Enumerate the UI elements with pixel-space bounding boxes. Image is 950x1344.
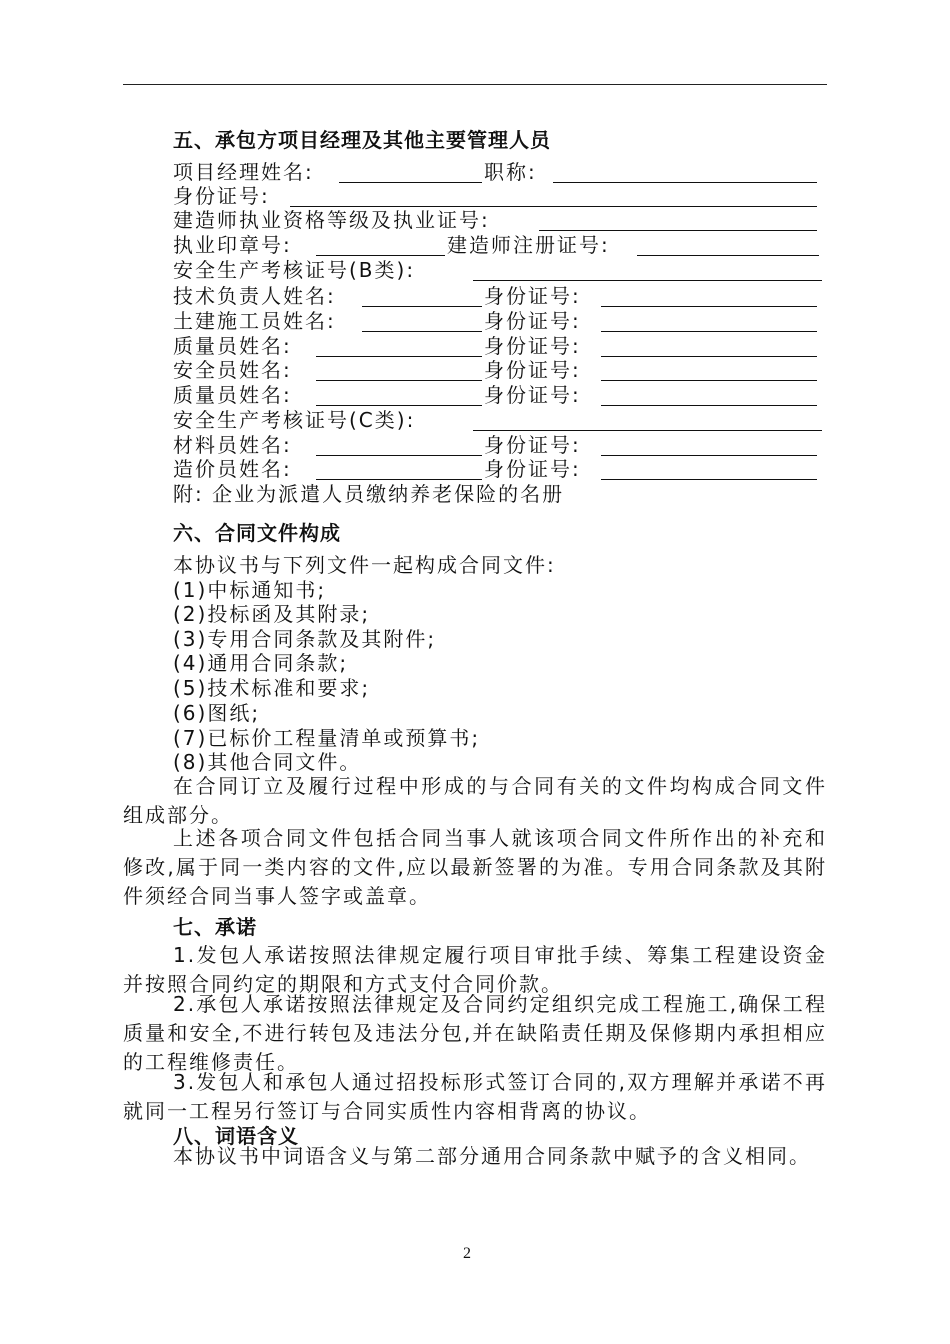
safety-c-line — [473, 430, 822, 431]
section6-item-6: (6)图纸; — [173, 701, 261, 725]
cost-id-label: 身份证号: — [484, 457, 581, 481]
quality1-id-label: 身份证号: — [484, 334, 581, 358]
attachment-note: 附: 企业为派遣人员缴纳养老保险的名册 — [173, 482, 565, 506]
material-label: 材料员姓名: — [173, 433, 292, 457]
section8-para-1: 本协议书中词语含义与第二部分通用合同条款中赋予的含义相同。 — [173, 1144, 811, 1168]
quality2-label: 质量员姓名: — [173, 383, 292, 407]
section6-item-2: (2)投标函及其附录; — [173, 602, 371, 626]
section7-para-3: 3.发包人和承包人通过招投标形式签订合同的,双方理解并承诺不再就同一工程另行签订与合同实质性内容相背离的协议。 — [123, 1070, 827, 1123]
quality2-id-label: 身份证号: — [484, 383, 581, 407]
cost-line — [316, 479, 482, 480]
material-id-line — [601, 455, 817, 456]
page-number: 2 — [463, 1245, 471, 1262]
builder-cert-line — [539, 230, 817, 231]
quality1-id-line — [601, 356, 817, 357]
header-rule — [123, 84, 827, 85]
cost-id-line — [601, 479, 817, 480]
quality2-line — [316, 405, 482, 406]
safety-officer-line — [316, 380, 482, 381]
section5-heading: 五、承包方项目经理及其他主要管理人员 — [173, 128, 551, 152]
tech-lead-line — [362, 306, 482, 307]
quality1-line — [316, 356, 482, 357]
quality2-id-line — [601, 405, 817, 406]
cost-label: 造价员姓名: — [173, 457, 292, 481]
section6-item-8: (8)其他合同文件。 — [173, 750, 362, 774]
material-id-label: 身份证号: — [484, 433, 581, 457]
pm-name-line — [339, 182, 482, 183]
section6-item-4: (4)通用合同条款; — [173, 651, 349, 675]
civil-id-line — [601, 331, 817, 332]
section6-heading: 六、合同文件构成 — [173, 521, 341, 545]
safety-b-label: 安全生产考核证号(B类): — [173, 258, 416, 282]
civil-line — [362, 331, 482, 332]
section6-item-3: (3)专用合同条款及其附件; — [173, 627, 437, 651]
safety-officer-id-line — [601, 380, 817, 381]
section7-para-2: 2.承包人承诺按照法律规定及合同约定组织完成工程施工,确保工程质量和安全,不进行转包及违法分包,并在缺陷责任期及保修期内承担相应的工程维修责任。 — [123, 992, 827, 1074]
id-no-label: 身份证号: — [173, 184, 270, 208]
section6-item-1: (1)中标通知书; — [173, 578, 327, 602]
civil-id-label: 身份证号: — [484, 309, 581, 333]
builder-cert-label: 建造师执业资格等级及执业证号: — [173, 208, 490, 232]
tech-lead-id-label: 身份证号: — [484, 284, 581, 308]
pm-name-label: 项目经理姓名: — [173, 160, 314, 184]
seal-no-line — [316, 255, 445, 256]
section6-intro: 本协议书与下列文件一起构成合同文件: — [173, 553, 556, 577]
safety-officer-label: 安全员姓名: — [173, 358, 292, 382]
tech-lead-id-line — [601, 306, 817, 307]
section6-para-1: 在合同订立及履行过程中形成的与合同有关的文件均构成合同文件组成部分。 — [123, 774, 827, 827]
tech-lead-label: 技术负责人姓名: — [173, 284, 336, 308]
section6-item-7: (7)已标价工程量清单或预算书; — [173, 726, 481, 750]
quality1-label: 质量员姓名: — [173, 334, 292, 358]
section7-heading: 七、承诺 — [173, 915, 257, 939]
safety-c-label: 安全生产考核证号(C类): — [173, 408, 416, 432]
material-line — [316, 455, 482, 456]
title-label: 职称: — [484, 160, 537, 184]
builder-reg-line — [637, 255, 819, 256]
section6-item-5: (5)技术标准和要求; — [173, 676, 371, 700]
section8-heading: 八、词语含义 — [173, 1124, 299, 1148]
title-line — [553, 182, 817, 183]
safety-officer-id-label: 身份证号: — [484, 358, 581, 382]
builder-reg-label: 建造师注册证号: — [447, 233, 610, 257]
civil-label: 土建施工员姓名: — [173, 309, 336, 333]
section7-para-1: 1.发包人承诺按照法律规定履行项目审批手续、筹集工程建设资金并按照合同约定的期限和方式支付合同价款。 — [123, 943, 827, 996]
safety-b-line — [473, 280, 822, 281]
id-no-line — [290, 206, 817, 207]
section6-para-2: 上述各项合同文件包括合同当事人就该项合同文件所作出的补充和修改,属于同一类内容的文件,应以最新签署的为准。专用合同条款及其附件须经合同当事人签字或盖章。 — [123, 826, 827, 908]
seal-no-label: 执业印章号: — [173, 233, 292, 257]
